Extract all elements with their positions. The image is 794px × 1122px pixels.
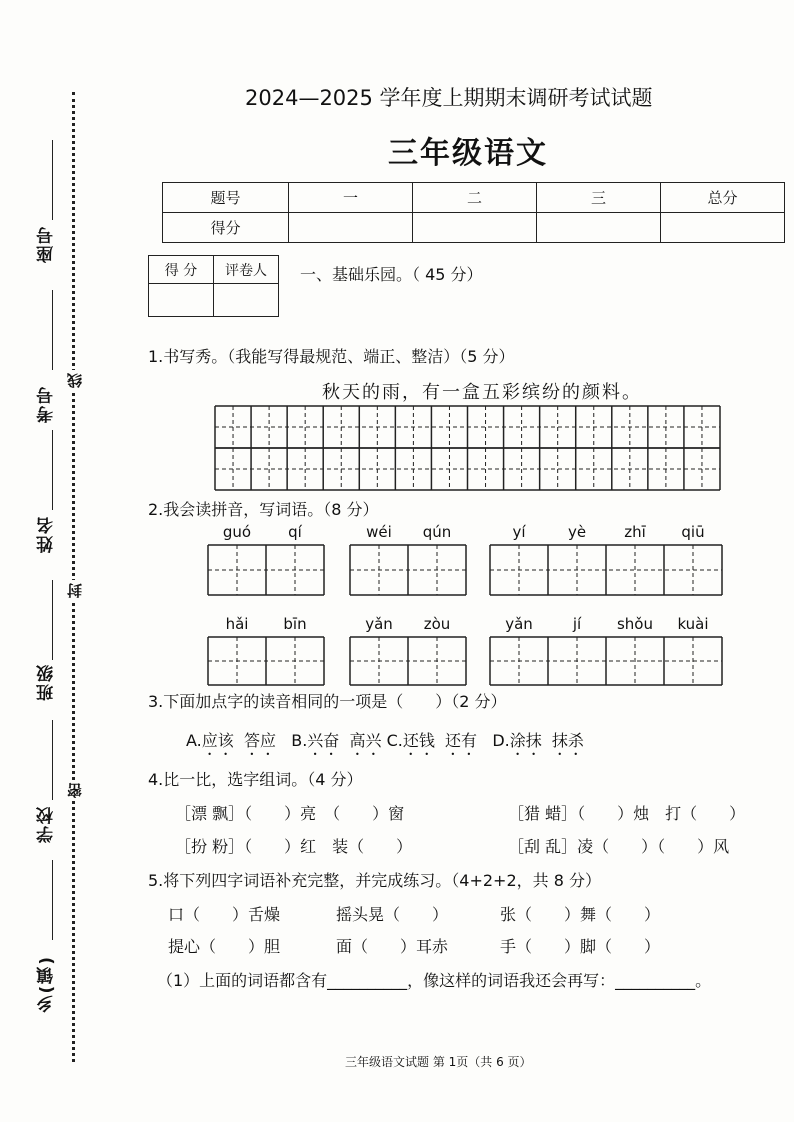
binding-word-seal: 封 [64,580,85,601]
option-label: B. [291,731,308,750]
option-word: 高兴 [349,731,382,750]
pinyin-label: yǎn [505,615,533,633]
q1-copy-text: 秋天的雨，有一盒五彩缤纷的颜料。 [322,382,642,403]
subject-title: 三年级语文 [388,136,548,171]
pinyin-label: qún [422,523,452,541]
grader-name-label: 评卷人 [214,256,279,284]
q5-prompt: 5.将下列四字词语补充完整，并完成练习。（4+2+2，共 8 分） [148,871,601,890]
score-header-cell: 一 [289,183,413,213]
township-label: 乡(镇) [37,955,57,1013]
option-word: 答应 [243,731,276,750]
pinyin-label: kuài [677,615,709,633]
option-word: 还有 [445,731,478,750]
binding-underline [52,580,53,660]
binding-word-line: 线 [64,370,85,391]
q2-prompt: 2.我会读拼音，写词语。（8 分） [148,500,379,519]
grader-table [148,255,279,317]
idiom-blank: 手（ ）脚（ ） [500,937,661,956]
idiom-blank: 口（ ）舌燥 [168,905,281,924]
option-word: 应该 [201,731,234,750]
score-cell[interactable] [537,213,661,243]
class-label: 班级 [37,663,57,701]
binding-underline [52,860,53,940]
score-header-cell: 二 [413,183,537,213]
q1-prompt: 1.书写秀。（我能写得最规范、端正、整洁）（5 分） [148,347,515,366]
binding-underline [52,720,53,800]
exam-number-label: 考号 [37,385,57,423]
q3-prompt: 3.下面加点字的读音相同的一项是（ ）（2 分） [148,692,507,711]
score-header-cell: 三 [537,183,661,213]
pinyin-label: zhī [624,523,646,541]
score-header-cell: 总分 [661,183,785,213]
pinyin-label: bīn [283,615,307,633]
q4-line: ［猎 蜡］（ ）烛 打（ ） [508,804,746,823]
pinyin-label: jí [572,615,582,633]
q4-line: ［扮 粉］（ ）红 装（ ） [175,837,413,856]
q3-options [186,728,584,759]
idiom-blank: 张（ ）舞（ ） [500,905,661,924]
pinyin-label: qí [288,523,302,541]
idiom-blank: 提心（ ）胆 [168,937,281,956]
option-label: D. [492,731,510,750]
score-cell[interactable] [413,213,537,243]
score-header-cell: 题号 [163,183,289,213]
idiom-blank: 摇头晃（ ） [336,905,449,924]
q1-writing-grid[interactable] [214,405,724,491]
pinyin-label: yǎn [365,615,393,633]
exam-title: 2024—2025 学年度上期期末调研考试试题 [245,86,653,110]
page-footer: 三年级语文试题 第 1页（共 6 页） [345,1055,532,1069]
pinyin-label: shǒu [616,615,653,633]
option-word: 涂抹 [509,731,542,750]
q5-sub1: （1）上面的词语都含有__________，像这样的词语我还会再写：__________。 [157,971,712,990]
idiom-blank: 面（ ）耳赤 [336,937,449,956]
pinyin-label: hǎi [225,615,249,633]
option-word: 抹杀 [551,731,584,750]
q4-prompt: 4.比一比，选字组词。（4 分） [148,770,363,789]
grader-score-cell[interactable] [149,284,214,317]
score-table [162,182,785,243]
score-cell[interactable] [289,213,413,243]
pinyin-label: zòu [423,615,451,633]
option-label: A. [186,731,202,750]
grader-name-cell[interactable] [214,284,279,317]
pinyin-label: qiū [681,523,705,541]
q2-grid-row2[interactable] [206,635,736,687]
pinyin-label: wéi [366,523,392,541]
section1-title: 一、基础乐园。（ 45 分） [300,265,483,284]
score-cell[interactable] [661,213,785,243]
pinyin-label: yí [512,523,526,541]
q4-line: ［漂 飘］（ ）亮 （ ）窗 [175,804,405,823]
binding-dotted-line [72,92,75,1062]
pinyin-label: yè [567,523,587,541]
seat-number-label: 座号 [37,225,57,263]
q4-line: ［刮 乱］凌（ ）（ ）风 [508,837,730,856]
pinyin-label: guó [222,523,252,541]
q2-grid-row1[interactable] [206,543,736,599]
grader-score-label: 得 分 [149,256,214,284]
name-label: 姓名 [37,515,57,553]
option-word: 还钱 [402,731,435,750]
binding-underline [52,430,53,510]
school-label: 学校 [37,805,57,843]
option-label: C. [386,731,403,750]
binding-underline [52,290,53,370]
binding-underline [52,140,53,220]
option-word: 兴奋 [307,731,340,750]
binding-word-secret: 密 [64,780,85,801]
score-row-label: 得分 [163,213,289,243]
